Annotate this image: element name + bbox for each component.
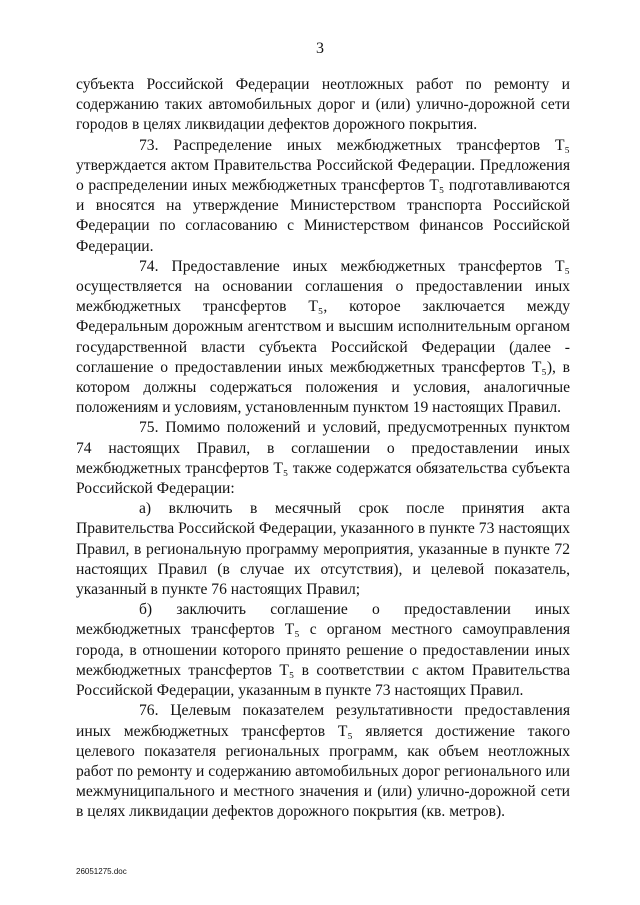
document-file-code: 26051275.doc [76, 867, 127, 876]
paragraph-73: 73. Распределение иных межбюджетных трансфертов Т₅ утверждается актом Правительства Российской Федерации. Предложения о распределении иных межбюджетных трансфертов Т₅ подготавливаются и вносятся на утверждение Министерством транспорта Российской Федерации по согласованию с Министерством финансов Российской Федерации. [76, 136, 570, 255]
paragraph-continuation: субъекта Российской Федерации неотложных работ по ремонту и содержанию таких автомобильных дорог и (или) улично-дорожной сети городов в целях ликвидации дефектов дорожного покрытия. [76, 76, 570, 134]
paragraph-75-b: б) заключить соглашение о предоставлении иных межбюджетных трансфертов Т₅ с органом местного самоуправления города, в отношении которого принято решение о предоставлении иных межбюджетных трансфертов Т₅ в соответствии с актом Правительства Российской Федерации, указанным в пункте 73 настоящих Правил. [76, 601, 570, 700]
page-number: 3 [316, 40, 324, 57]
paragraph-75-a: а) включить в месячный срок после принятия акта Правительства Российской Федерации, указанного в пункте 73 настоящих Правил, в региональную программу мероприятия, указанные в пункте 72 настоящих Правил (в случае их отсутствия), и целевой показатель, указанный в пункте 76 настоящих Правил; [76, 500, 570, 599]
paragraph-75: 75. Помимо положений и условий, предусмотренных пунктом 74 настоящих Правил, в соглашении о предоставлении иных межбюджетных трансфертов Т₅ также содержатся обязательства субъекта Российской Федерации: [76, 419, 570, 498]
document-body [76, 75, 570, 823]
paragraph-76: 76. Целевым показателем результативности предоставления иных межбюджетных трансфертов Т₅ является достижение такого целевого показателя региональных программ, как объем неотложных работ по ремонту и содержанию автомобильных дорог регионального или межмуниципального и местного значения и (или) улично-дорожной сети в целях ликвидации дефектов дорожного покрытия (кв. метров). [76, 702, 570, 821]
paragraph-74: 74. Предоставление иных межбюджетных трансфертов Т₅ осуществляется на основании соглашения о предоставлении иных межбюджетных трансфертов Т₅, которое заключается между Федеральным дорожным агентством и высшим исполнительным органом государственной власти субъекта Российской Федерации (далее - соглашение о предоставлении иных межбюджетных трансфертов Т₅), в котором должны содержаться положения и условия, аналогичные положениям и условиям, установленным пунктом 19 настоящих Правил. [76, 257, 570, 417]
